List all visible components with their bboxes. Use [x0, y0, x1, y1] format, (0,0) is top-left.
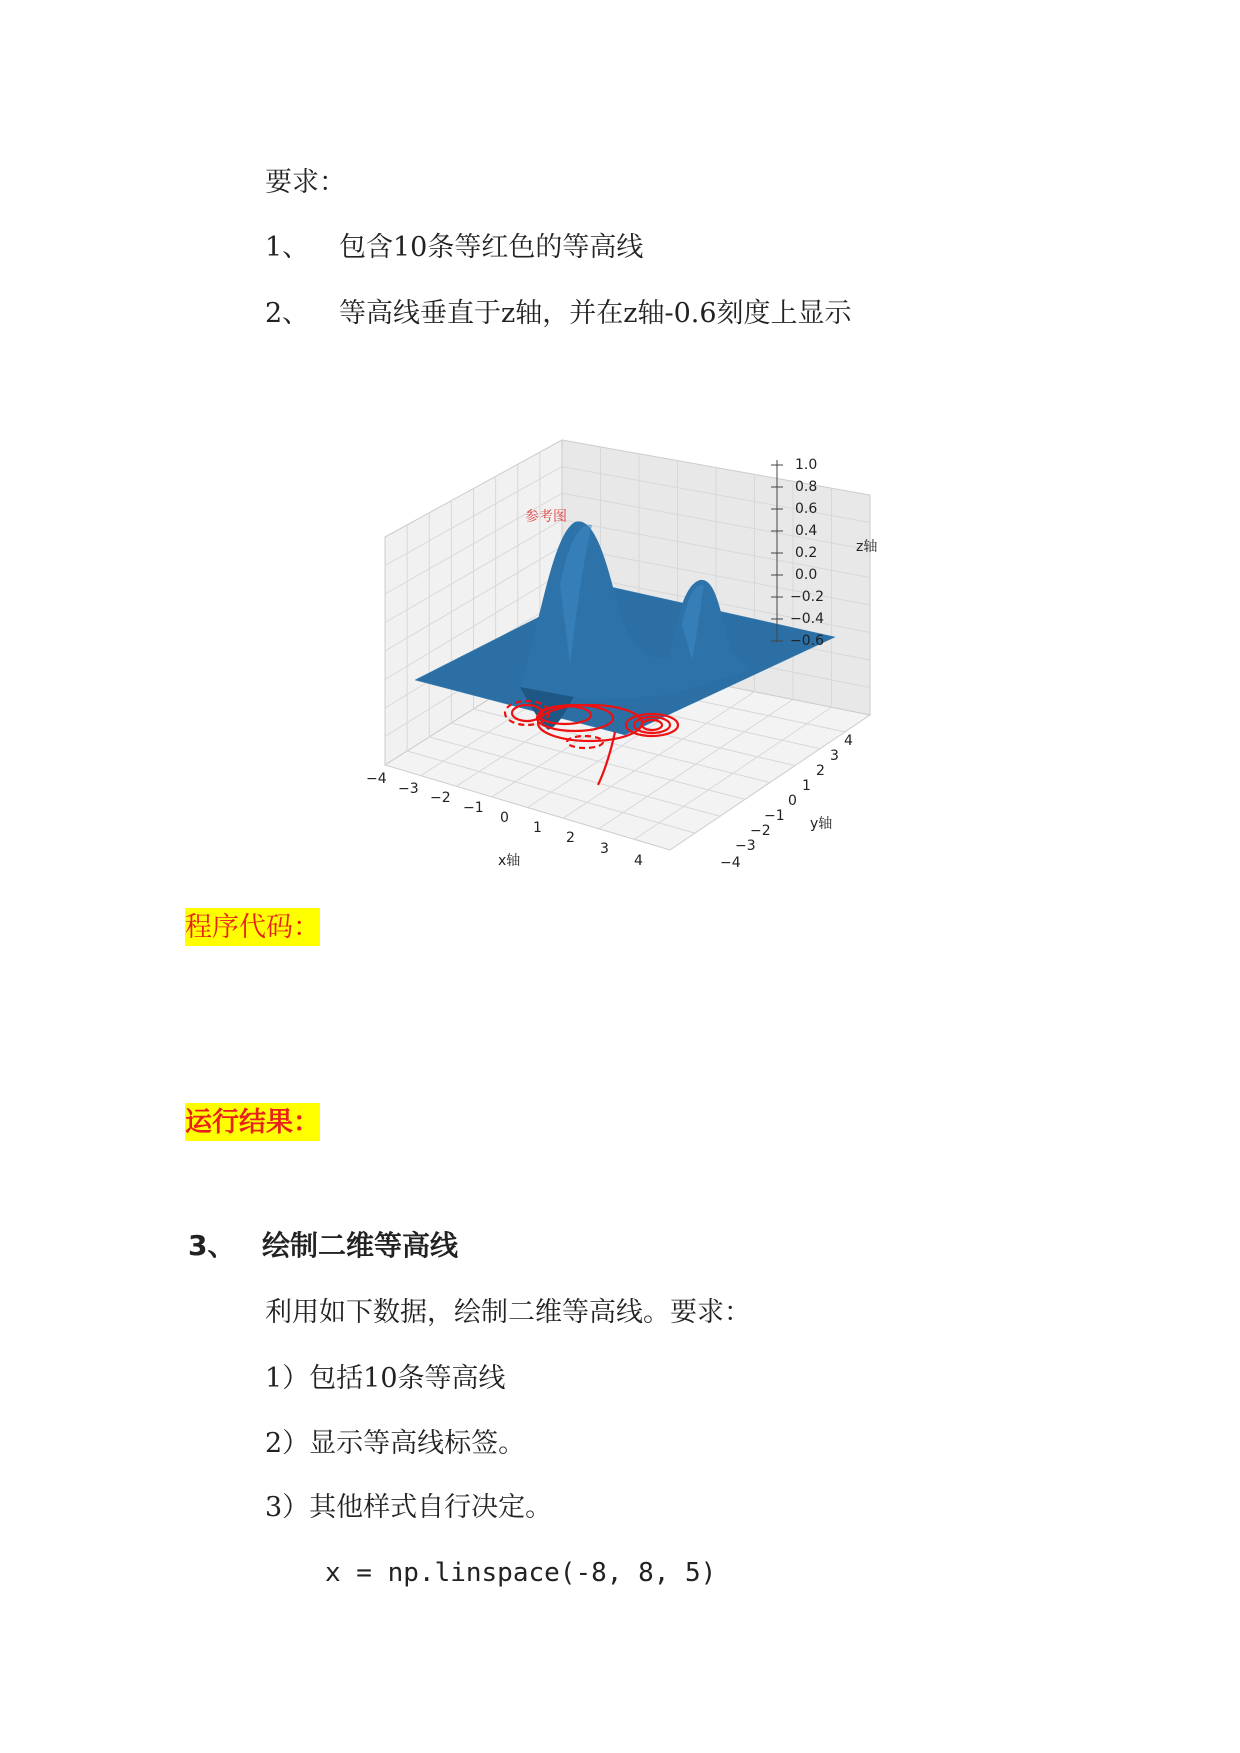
y-tick-label: 4	[844, 733, 853, 749]
z-tick-label: −0.6	[790, 633, 824, 649]
z-axis-label: z轴	[856, 539, 878, 555]
requirement-item-1	[265, 230, 643, 266]
y-tick-label: 2	[816, 763, 825, 779]
task3-item-1: 1）包括10条等高线	[265, 1363, 506, 1394]
requirement-num: 2、	[265, 298, 310, 329]
x-tick-label: −1	[463, 800, 484, 816]
task3-item-3: 3）其他样式自行决定。	[265, 1492, 553, 1523]
x-tick-label: 2	[566, 830, 575, 846]
x-tick-label: 0	[500, 810, 509, 826]
y-tick-label: −1	[764, 808, 785, 824]
code-section-highlight: 程序代码：	[185, 908, 320, 946]
z-tick-label: −0.4	[790, 611, 824, 627]
y-axis-label: y轴	[810, 816, 833, 832]
task3-num: 3、	[188, 1229, 236, 1262]
result-section-highlight: 运行结果：	[185, 1103, 320, 1141]
y-tick-label: 1	[802, 778, 811, 794]
chart-annotation: 参考图	[525, 509, 567, 525]
requirements-heading: 要求：	[265, 167, 346, 198]
task3-intro: 利用如下数据，绘制二维等高线。要求：	[265, 1297, 751, 1328]
result-section-label	[185, 1103, 320, 1141]
y-tick-label: −4	[720, 855, 741, 871]
x-tick-label: −4	[366, 771, 387, 787]
z-tick-label: 0.8	[795, 479, 818, 495]
x-tick-label: −3	[398, 781, 419, 797]
x-axis-label: x轴	[498, 853, 521, 869]
z-tick-label: 0.6	[795, 501, 818, 517]
x-tick-label: 3	[600, 841, 609, 857]
task3-code-line: x = np.linspace(-8, 8, 5)	[325, 1558, 717, 1588]
task3-title: 绘制二维等高线	[262, 1229, 459, 1262]
requirement-text: 等高线垂直于z轴，并在z轴-0.6刻度上显示	[339, 298, 852, 329]
x-tick-label: 1	[533, 820, 542, 836]
y-tick-label: 3	[830, 748, 839, 764]
z-tick-label: 0.2	[795, 545, 818, 561]
z-tick-label: 0.4	[795, 523, 818, 539]
reference-3d-surface-chart	[366, 425, 970, 895]
x-tick-label: 4	[634, 853, 643, 869]
y-tick-label: −3	[735, 838, 756, 854]
task3-item-2: 2）显示等高线标签。	[265, 1428, 526, 1459]
z-tick-label: −0.2	[790, 589, 824, 605]
z-tick-label: 1.0	[795, 457, 818, 473]
y-tick-label: 0	[788, 793, 797, 809]
requirement-num: 1、	[265, 232, 310, 263]
requirement-text: 包含10条等红色的等高线	[339, 232, 644, 263]
z-tick-label: 0.0	[795, 567, 818, 583]
y-tick-label: −2	[750, 823, 771, 839]
task3-heading	[188, 1228, 458, 1264]
code-section-label	[185, 908, 320, 946]
requirement-item-2	[265, 296, 852, 332]
x-tick-label: −2	[430, 790, 451, 806]
